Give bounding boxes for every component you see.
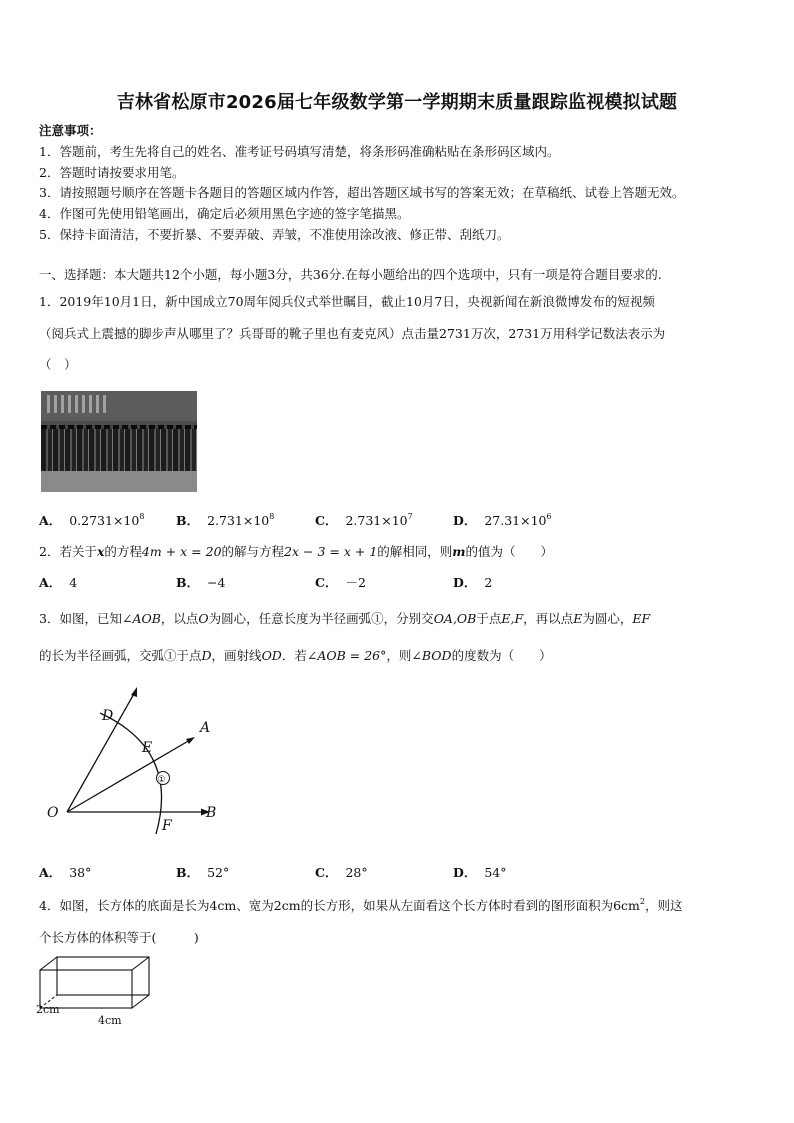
- label-o: O: [47, 805, 59, 821]
- q1-option-c[interactable]: C． $2.731\times 10^7$: [315, 512, 413, 528]
- q2-option-d[interactable]: D． 2: [453, 575, 493, 590]
- q2-option-c[interactable]: C． －2: [315, 575, 366, 590]
- label-4cm: 4cm: [98, 1014, 122, 1027]
- ray-oa: [67, 740, 190, 812]
- q3-option-d[interactable]: D． 54°: [453, 865, 507, 880]
- arrow-a-icon: [186, 737, 195, 744]
- notice-item-2: 2．答题时请按要求用笔。: [39, 165, 185, 180]
- page-title: 吉林省松原市2026届七年级数学第一学期期末质量跟踪监视模拟试题: [116, 92, 678, 113]
- section-heading: 一、选择题：本大题共12个小题，每小题3分，共36分.在每小题给出的四个选项中，只有一项是符合题目要求的.: [39, 267, 662, 282]
- arrow-d-icon: [131, 687, 137, 697]
- q2-option-b[interactable]: B． −4: [176, 575, 226, 590]
- label-2cm: 2cm: [36, 1003, 60, 1016]
- q1-option-b[interactable]: B． $2.731\times 10^8$: [176, 512, 275, 528]
- label-arc-1: ①: [157, 775, 166, 785]
- q4-line2: 个长方体的体积等于( ): [39, 930, 199, 945]
- q2-stem: 2．若关于x的方程4m + x = 20的解与方程2x − 3 = x + 1的解相同，则m的值为（ ）: [39, 544, 554, 559]
- q3-option-c[interactable]: C． 28°: [315, 865, 368, 880]
- notice-heading: 注意事项：: [39, 123, 102, 138]
- notice-item-5: 5．保持卡面清洁，不要折暴、不要弄破、弄皱，不准使用涂改液、修正带、刮纸刀。: [39, 227, 510, 242]
- q2-option-a[interactable]: A． 4: [39, 575, 78, 590]
- angle-figure: [40, 680, 240, 840]
- q1-line1: 1．2019年10月1日，新中国成立70周年阅兵仪式举世瞩目，截止10月7日，央视新闻在新浪微博发布的短视频: [39, 294, 655, 309]
- parade-photo: [41, 391, 197, 492]
- label-e: E: [142, 740, 153, 756]
- notice-item-4: 4．作图可先使用铅笔画出，确定后必须用黑色字迹的签字笔描黑。: [39, 206, 410, 221]
- q1-line2: （阅兵式上震撼的脚步声从哪里了？兵哥哥的靴子里也有麦克风）点击量2731万次，2731万用科学记数法表示为: [39, 326, 666, 341]
- q3-option-a[interactable]: A． 38°: [39, 865, 92, 880]
- q1-line3: （ ）: [39, 357, 77, 372]
- notice-item-3: 3．请按照题号顺序在答题卡各题目的答题区域内作答，超出答题区域书写的答案无效；在草稿纸、试卷上答题无效。: [39, 185, 685, 200]
- q3-option-b[interactable]: B． 52°: [176, 865, 230, 880]
- q4-line1: 4．如图，长方体的底面是长为4cm、宽为2cm的长方形，如果从左面看这个长方体时看到的图形面积为$6cm^2$，则这: [39, 897, 683, 913]
- arc-1: [100, 713, 162, 834]
- label-d: D: [102, 708, 114, 724]
- label-a: A: [200, 720, 211, 736]
- notice-item-1: 1．答题前，考生先将自己的姓名、准考证号码填写清楚，将条形码准确粘贴在条形码区域内。: [39, 144, 560, 159]
- q3-line2: 的长为半径画弧，交弧①于点D，画射线OD．若∠AOB = 26°，则∠BOD的度数为（ ）: [39, 648, 552, 663]
- label-f: F: [162, 818, 172, 834]
- q1-option-d[interactable]: D． $27.31\times 10^6$: [453, 512, 552, 528]
- cuboid-figure: [36, 955, 156, 1030]
- q3-line1: 3．如图，已知∠AOB，以点O为圆心，任意长度为半径画弧①，分别交OA,OB于点E,F，再以点E为圆心，EF: [39, 611, 651, 626]
- q1-option-a[interactable]: A． $0.2731\times 10^8$: [39, 512, 145, 528]
- ray-od: [67, 692, 135, 812]
- label-b: B: [206, 805, 217, 821]
